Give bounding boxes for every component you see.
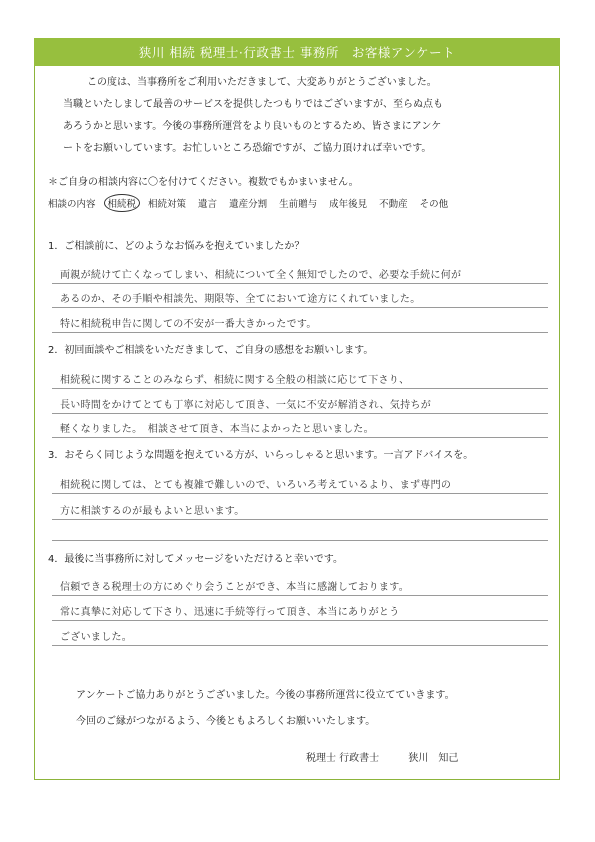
answer-rule	[52, 307, 548, 308]
closing-line: 今回のご縁がつながるよう、今後ともよろしくお願いいたします。	[76, 716, 376, 727]
option-will: 遺言	[198, 199, 218, 210]
answer-rule	[52, 437, 548, 438]
question-3: 3．おそらく同じような問題を抱えている方が、いらっしゃると思います。一言アドバイスを。	[48, 450, 474, 461]
answer-4-line: 常に真摯に対応して下さり、迅速に手続等行って頂き、本当にありがとう	[60, 607, 400, 618]
answer-2-line: 軽くなりました。 相談させて頂き、本当によかったと思いました。	[60, 424, 374, 435]
option-real-estate: 不動産	[379, 199, 408, 210]
page-title: 狭川 相続 税理士·行政書士 事務所 お客様アンケート	[138, 45, 456, 60]
signature-name: 狭川 知己	[408, 753, 459, 764]
answer-rule	[52, 283, 548, 284]
intro-line: あろうかと思います。今後の事務所運営をより良いものとするため、皆さまにアンケ	[63, 121, 442, 132]
answer-rule	[52, 332, 548, 333]
answer-4-line: ございました。	[60, 632, 133, 643]
option-label: 相談の内容	[48, 199, 96, 210]
answer-2-line: 相続税に関することのみならず、相続に関する全般の相談に応じて下さり、	[60, 375, 410, 386]
intro-line: ートをお願いしています。お忙しいところ恐縮ですが、ご協力頂ければ幸いです。	[63, 143, 432, 154]
intro-text	[63, 72, 543, 160]
header-banner	[34, 38, 560, 66]
question-1: 1．ご相談前に、どのようなお悩みを抱えていましたか？	[48, 241, 305, 252]
answer-rule	[52, 519, 548, 520]
option-lifetime-gift: 生前贈与	[279, 199, 318, 210]
answer-2-line: 長い時間をかけてとても丁寧に対応して頂き、一気に不安が解消され、気持ちが	[60, 400, 431, 411]
answer-3-line: 相続税に関しては、とても複雑で難しいので、いろいろ考えているより、まず専門の	[60, 480, 452, 491]
question-4: 4．最後に当事務所に対してメッセージをいただけると幸いです。	[48, 554, 343, 565]
question-2: 2．初回面談やご相談をいただきまして、ご自身の感想をお願いします。	[48, 345, 374, 356]
option-other: その他	[419, 199, 449, 210]
answer-rule	[52, 645, 548, 646]
option-adult-guardianship: 成年後見	[329, 199, 368, 210]
answer-4-line: 信頼できる税理士の方にめぐり会うことができ、本当に感謝しております。	[60, 582, 409, 593]
answer-rule	[52, 595, 548, 596]
answer-rule	[52, 620, 548, 621]
intro-line: 当職といたしまして最善のサービスを提供したつもりではございますが、至らぬ点も	[63, 99, 443, 110]
answer-3-line: 方に相談するのが最もよいと思います。	[60, 506, 245, 517]
answer-rule	[52, 388, 548, 389]
option-inheritance-tax-selected: 相続税	[104, 194, 141, 212]
closing-line: アンケートご協力ありがとうございました。今後の事務所運営に役立てていきます。	[76, 690, 455, 701]
consultation-options	[48, 196, 460, 212]
answer-rule	[52, 540, 548, 541]
option-inheritance-planning: 相続対策	[148, 199, 187, 210]
consultation-instruction: ＊ご自身の相談内容に〇を付けてください。複数でもかまいません。	[48, 177, 359, 188]
signature-title: 税理士 行政書士	[306, 753, 380, 764]
answer-rule	[52, 493, 548, 494]
answer-1-line: 両親が続けて亡くなってしまい、相続について全く無知でしたので、必要な手続に何が	[60, 270, 462, 281]
answer-1-line: あるのか、その手順や相談先、期限等、全てにおいて途方にくれていました。	[60, 294, 421, 305]
answer-rule	[52, 413, 548, 414]
answer-1-line: 特に相続税申告に関しての不安が一番大きかったです。	[60, 319, 317, 330]
option-estate-division: 遺産分割	[229, 199, 268, 210]
intro-line: この度は、当事務所をご利用いただきまして、大変ありがとうございました。	[87, 77, 437, 88]
signature	[306, 749, 484, 764]
